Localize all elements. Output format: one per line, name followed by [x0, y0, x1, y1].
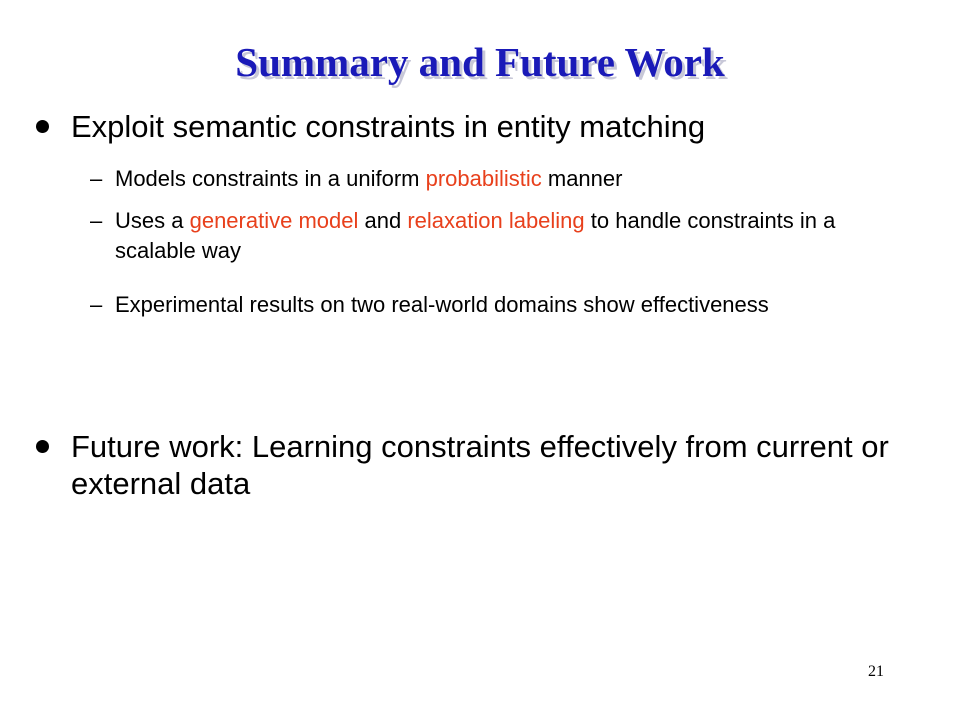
bullet-exploit-constraints [36, 108, 916, 145]
highlight-relaxation-labeling: relaxation labeling [407, 208, 585, 233]
slide-title: Summary and Future Work [235, 39, 725, 85]
sub-bullet-text: Experimental results on two real-world domains show effectiveness [115, 292, 769, 317]
bullet-dot-icon [36, 440, 49, 453]
text-segment: and [358, 208, 408, 233]
sub-bullet-text [115, 164, 870, 194]
sub-bullet-experimental-results [90, 290, 870, 320]
sub-bullet-text [115, 206, 870, 266]
sub-bullet-models-constraints [90, 164, 870, 194]
bullet-dot-icon [36, 120, 49, 133]
dash-marker: – [90, 208, 103, 233]
text-segment: Uses a [115, 208, 190, 233]
text-segment: to handle constraints in a scalable way [115, 208, 836, 263]
highlight-probabilistic: probabilistic [425, 166, 542, 191]
dash-marker: – [90, 166, 103, 191]
bullet-text: Exploit semantic constraints in entity matching [71, 109, 706, 144]
highlight-generative-model: generative model [189, 208, 359, 233]
page-number: 21 [868, 663, 884, 680]
dash-marker: – [90, 292, 103, 317]
bullet-future-work [36, 428, 916, 502]
text-segment: Models constraints in a uniform [115, 166, 426, 191]
sub-bullet-generative-model [90, 206, 870, 266]
bullet-text: Future work: Learning constraints effectively from current or external data [71, 429, 889, 501]
text-segment: manner [541, 166, 623, 191]
